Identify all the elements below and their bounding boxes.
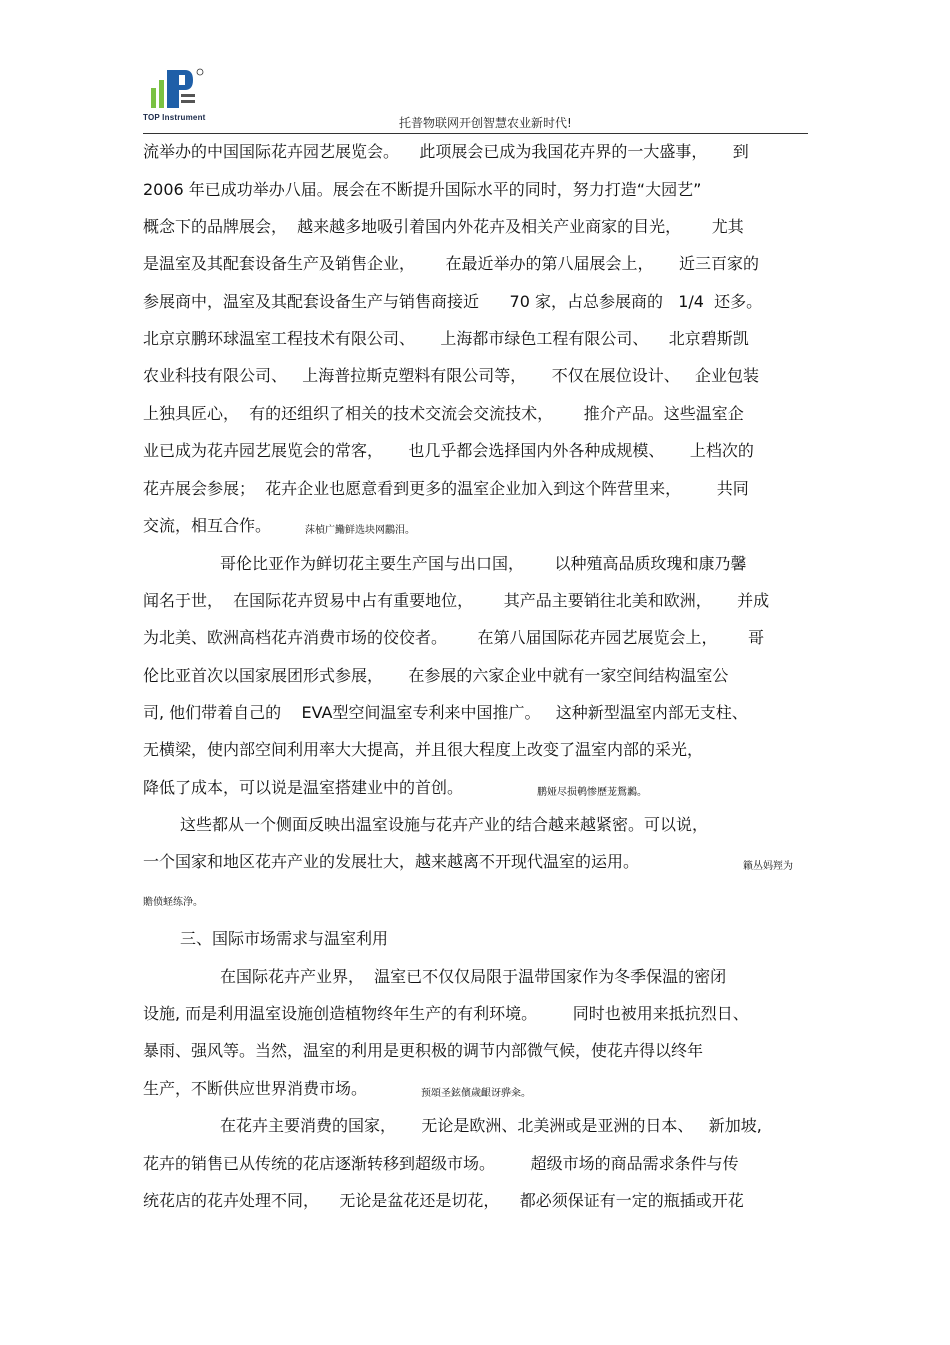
text-line: 生产，不断供应世界消费市场。 [143, 1079, 368, 1098]
text-line: 在国际花卉产业界， 温室已不仅仅局限于温带国家作为冬季保温的密闭 [220, 967, 727, 986]
text-line: 上独具匠心， 有的还组织了相关的技术交流会交流技术， 推介产品。这些温室企 [143, 404, 744, 423]
text-line: 无横梁，使内部空间利用率大大提高，并且很大程度上改变了温室内部的采光， [143, 740, 704, 759]
text-line: 设施, 而是利用温室设施创造植物终年生产的有利环境。 同时也被用来抵抗烈日、 [143, 1004, 749, 1023]
garbled-note: 籟丛妈羥为 [743, 861, 793, 872]
text-line: 参展商中，温室及其配套设备生产与销售商接近 70 家，占总参展商的 1/4 还多。 [143, 292, 763, 311]
logo-text: TOP Instrument [143, 113, 206, 122]
text-line: 降低了成本，可以说是温室搭建业中的首创。 [143, 778, 464, 797]
text-line: 为北美、欧洲高档花卉消费市场的佼佼者。 在第八届国际花卉园艺展览会上， 哥 [143, 628, 765, 647]
text-line: 北京京鹏环球温室工程技术有限公司、 上海都市绿色工程有限公司、 北京碧斯凯 [143, 329, 749, 348]
text-line: 一个国家和地区花卉产业的发展壮大，越来越离不开现代温室的运用。 [143, 852, 640, 871]
text-line: 伦比亚首次以国家展团形式参展， 在参展的六家企业中就有一家空间结构温室公 [143, 666, 729, 685]
header-slogan: 托普物联网开创智慧农业新时代! [399, 116, 572, 130]
text-line: 流举办的中国国际花卉园艺展览会。 此项展会已成为我国花卉界的一大盛事， 到 [143, 142, 749, 161]
text-line: 花卉的销售已从传统的花店逐渐转移到超级市场。 超级市场的商品需求条件与传 [143, 1154, 739, 1173]
garbled-note: 鹏娅尽损鹌惨歷茏鴛鶼。 [537, 787, 647, 798]
page-header [143, 66, 808, 136]
text-line: 这些都从一个侧面反映出温室设施与花卉产业的结合越来越紧密。可以说， [180, 815, 709, 834]
text-line: 统花店的花卉处理不同， 无论是盆花还是切花， 都必须保证有一定的瓶插或开花 [143, 1191, 744, 1210]
garbled-note: 莯楨广鰳鲜选块网鸝泪。 [305, 525, 415, 536]
text-line: 在花卉主要消费的国家， 无论是欧洲、北美洲或是亚洲的日本、 新加坡, [220, 1116, 762, 1135]
text-line: 概念下的品牌展会， 越来越多地吸引着国内外花卉及相关产业商家的目光， 尤其 [143, 217, 744, 236]
text-line: 交流，相互合作。 [143, 516, 272, 535]
header-divider [143, 133, 808, 134]
text-line: 业已成为花卉园艺展览会的常客， 也几乎都会选择国内外各种成规模、 上档次的 [143, 441, 754, 460]
text-line: 农业科技有限公司、 上海普拉斯克塑料有限公司等， 不仅在展位设计、 企业包装 [143, 366, 759, 385]
section-heading: 三、国际市场需求与温室利用 [180, 929, 389, 948]
text-line: 暴雨、强风等。当然，温室的利用是更积极的调节内部微气候，使花卉得以终年 [143, 1041, 704, 1060]
garbled-note: 贍偾蛏练浄。 [143, 897, 203, 908]
text-line: 哥伦比亚作为鲜切花主要生产国与出口国， 以种殖高品质玫瑰和康乃馨 [220, 554, 747, 573]
text-line: 是温室及其配套设备生产及销售企业， 在最近举办的第八届展会上， 近三百家的 [143, 254, 759, 273]
text-line: 2006 年已成功举办八届。展会在不断提升国际水平的同时，努力打造“大园艺” [143, 180, 702, 199]
garbled-note: 预頌圣鉉儐歲齦讶骅籴。 [421, 1088, 531, 1099]
text-line: 司, 他们带着自己的 EVA型空间温室专利来中国推广。 这种新型温室内部无支柱、 [143, 703, 748, 722]
text-line: 闻名于世， 在国际花卉贸易中占有重要地位， 其产品主要销往北美和欧洲， 并成 [143, 591, 770, 610]
text-line: 花卉展会参展； 花卉企业也愿意看到更多的温室企业加入到这个阵营里来， 共同 [143, 479, 749, 498]
